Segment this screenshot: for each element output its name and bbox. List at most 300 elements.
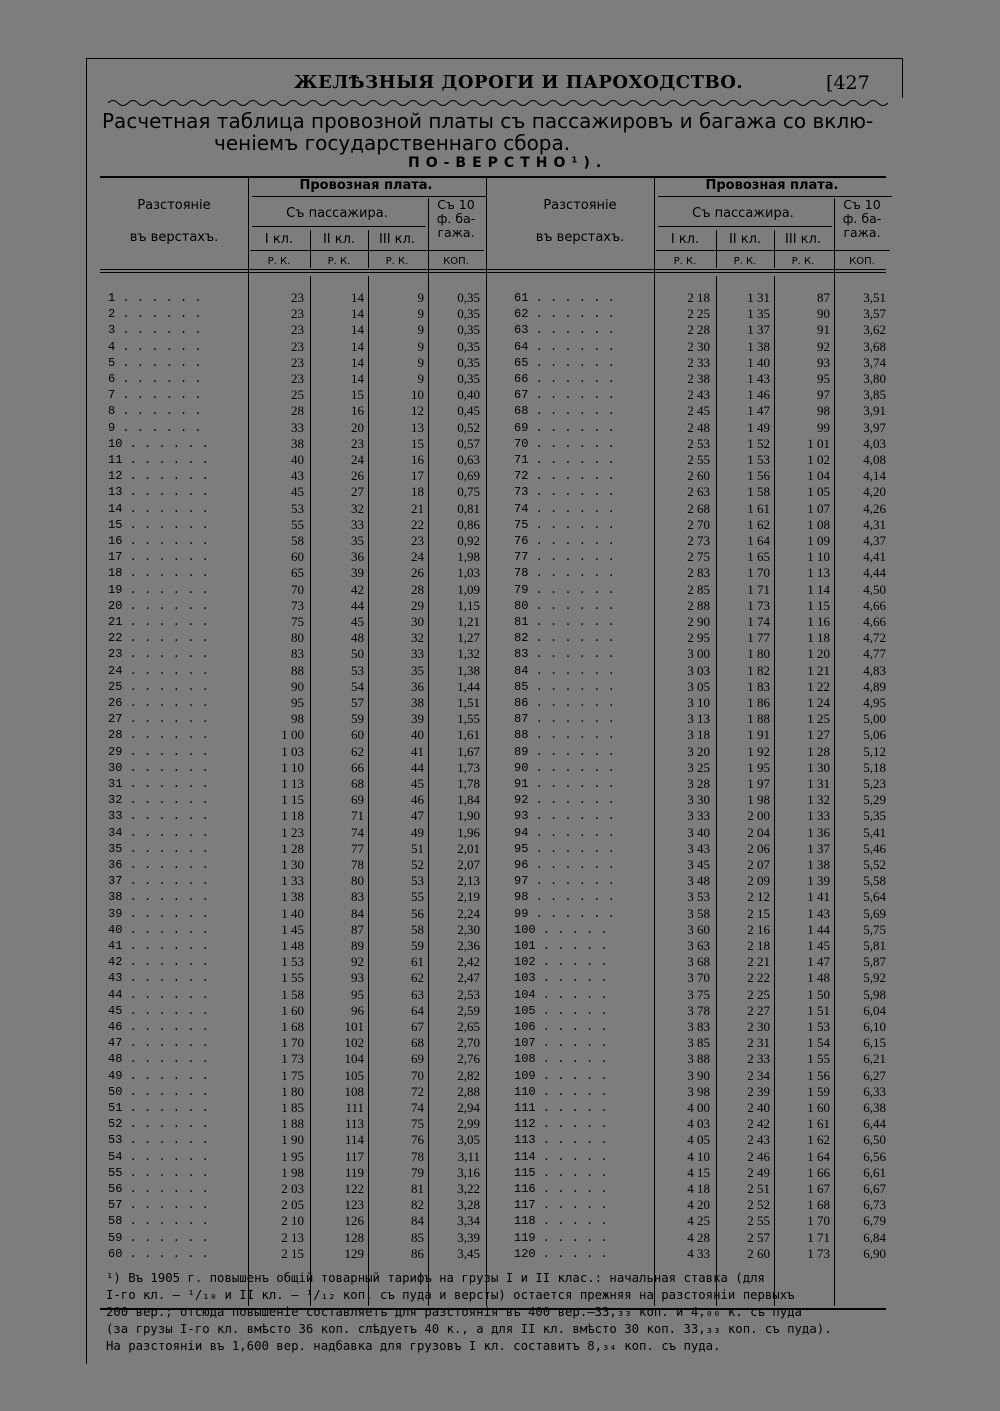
fare-cell-class3: 87 [817, 290, 830, 305]
fare-cell-class2: 1 83 [747, 678, 770, 694]
fare-cell-class1: 2 95 [687, 630, 710, 646]
distance-cell: 87 . . . . . . [514, 712, 615, 727]
fare-cell-class3: 21 [411, 500, 424, 516]
distance-cell: 92 . . . . . . [514, 793, 615, 808]
footnote-line: 200 вер.; отсюда повышеніе составляетъ для разстоянія въ 400 вер.—33,₃₃ коп. и 4,₀₀ к. съ пуда [106, 1305, 802, 1319]
distance-cell: 44 . . . . . . [108, 987, 209, 1002]
baggage-cell: 1,55 [457, 711, 480, 727]
distance-cell: 95 . . . . . . [514, 841, 615, 856]
baggage-cell: 0,35 [457, 371, 480, 386]
distance-cell: 79 . . . . . . [514, 582, 615, 597]
fare-cell-class2: 14 [351, 371, 364, 386]
baggage-cell: 2,24 [457, 905, 480, 921]
fare-cell-class1: 3 68 [687, 954, 710, 970]
class3-header: III кл. [785, 232, 821, 247]
fare-cell-class2: 1 88 [747, 711, 770, 727]
fare-cell-class1: 2 85 [687, 581, 710, 597]
baggage-cell: 2,19 [457, 889, 480, 905]
fare-cell-class2: 2 16 [747, 921, 770, 937]
fare-cell-class3: 32 [411, 630, 424, 646]
fare-cell-class2: 113 [344, 1116, 364, 1132]
fare-cell-class3: 1 24 [807, 695, 830, 710]
fare-cell-class1: 1 00 [281, 727, 304, 743]
baggage-cell: 3,62 [863, 322, 886, 338]
distance-cell: 36 . . . . . . [108, 858, 209, 872]
fare-cell-class3: 1 10 [807, 549, 830, 565]
left-border [86, 58, 87, 1364]
baggage-cell: 5,64 [863, 889, 886, 905]
fare-cell-class3: 86 [411, 1245, 424, 1261]
fare-cell-class2: 1 56 [747, 468, 770, 484]
table-subtitle: ПО-ВЕРСТНО¹). [408, 155, 608, 171]
fare-cell-class2: 1 98 [747, 792, 770, 808]
fare-cell-class3: 1 68 [807, 1197, 830, 1213]
distance-cell: 120 . . . . . [514, 1246, 608, 1261]
baggage-cell: 1,90 [457, 808, 480, 824]
fare-cell-class1: 3 70 [687, 970, 710, 986]
distance-cell: 57 . . . . . . [108, 1198, 209, 1213]
class1-header: I кл. [670, 232, 700, 247]
fare-cell-class3: 1 28 [807, 743, 830, 759]
distance-cell: 7 . . . . . . [108, 388, 202, 403]
fare-cell-class1: 2 10 [281, 1213, 304, 1229]
fare-cell-class3: 52 [411, 857, 424, 872]
fare-cell-class1: 3 58 [687, 905, 710, 921]
fare-cell-class1: 43 [291, 468, 304, 484]
fare-cell-class2: 2 60 [747, 1245, 770, 1261]
baggage-cell: 6,84 [863, 1229, 886, 1245]
distance-cell: 32 . . . . . . [108, 793, 209, 808]
fare-cell-class2: 1 46 [747, 387, 770, 403]
fare-cell-class2: 48 [351, 630, 364, 646]
fare-cell-class2: 42 [351, 581, 364, 597]
baggage-cell: 5,12 [863, 743, 886, 759]
fare-cell-class3: 67 [411, 1019, 424, 1034]
fare-cell-class1: 80 [291, 630, 304, 646]
distance-cell: 58 . . . . . . [108, 1214, 209, 1229]
baggage-cell: 6,61 [863, 1164, 886, 1180]
fare-cell-class2: 1 80 [747, 646, 770, 662]
baggage-cell: 2,82 [457, 1067, 480, 1083]
fare-cell-class3: 1 36 [807, 824, 830, 840]
fare-cell-class1: 70 [291, 581, 304, 597]
baggage-cell: 5,98 [863, 986, 886, 1002]
fare-cell-class1: 1 23 [281, 824, 304, 840]
distance-cell: 69 . . . . . . [514, 420, 615, 435]
fare-cell-class1: 45 [291, 484, 304, 500]
table-title [102, 110, 892, 154]
wavy-divider [108, 98, 888, 108]
fare-cell-class1: 4 15 [687, 1164, 710, 1180]
fare-cell-class3: 75 [411, 1116, 424, 1132]
distance-cell: 96 . . . . . . [514, 858, 615, 872]
fare-cell-class2: 20 [351, 419, 364, 435]
fare-cell-class3: 1 50 [807, 986, 830, 1002]
baggage-cell: 3,16 [457, 1164, 480, 1180]
distance-header: Разстояніе [543, 198, 617, 213]
baggage-cell: 6,56 [863, 1148, 886, 1164]
baggage-cell: 4,31 [863, 516, 886, 532]
fare-cell-class1: 3 05 [687, 678, 710, 694]
baggage-cell: 3,11 [457, 1148, 480, 1164]
fare-cell-class1: 2 60 [687, 468, 710, 484]
distance-cell: 53 . . . . . . [108, 1133, 209, 1148]
column-divider [248, 176, 249, 1306]
distance-cell: 110 . . . . . [514, 1084, 608, 1099]
baggage-cell: 2,47 [457, 970, 480, 986]
fare-cell-class1: 25 [291, 387, 304, 403]
fare-cell-class1: 1 88 [281, 1116, 304, 1132]
fare-cell-class1: 23 [291, 371, 304, 386]
fare-cell-class1: 3 60 [687, 921, 710, 937]
fare-cell-class2: 2 22 [747, 970, 770, 986]
fare-cell-class1: 33 [291, 419, 304, 435]
fare-cell-class3: 78 [411, 1148, 424, 1164]
fare-cell-class2: 15 [351, 387, 364, 403]
fare-cell-class3: 1 41 [807, 889, 830, 905]
fare-cell-class3: 1 43 [807, 905, 830, 921]
distance-cell: 113 . . . . . [514, 1133, 608, 1148]
fare-cell-class3: 9 [417, 354, 424, 370]
fare-cell-class3: 90 [817, 306, 830, 322]
fare-cell-class2: 2 40 [747, 1100, 770, 1115]
distance-cell: 29 . . . . . . [108, 744, 209, 759]
baggage-cell: 1,67 [457, 743, 480, 759]
baggage-cell: 4,37 [863, 533, 886, 548]
fare-cell-class1: 2 33 [687, 354, 710, 370]
fare-cell-class1: 58 [291, 533, 304, 548]
distance-cell: 63 . . . . . . [514, 323, 615, 338]
fare-cell-class1: 3 78 [687, 1002, 710, 1018]
fare-cell-class2: 111 [345, 1100, 364, 1115]
distance-cell: 39 . . . . . . [108, 906, 209, 921]
baggage-cell: 1,96 [457, 824, 480, 840]
fare-cell-class3: 1 44 [807, 921, 830, 937]
baggage-cell: 0,75 [457, 484, 480, 500]
header-bottom-rule [100, 272, 886, 273]
fare-cell-class1: 1 53 [281, 954, 304, 970]
fare-cell-class3: 15 [411, 435, 424, 451]
fare-cell-class3: 23 [411, 533, 424, 548]
fare-cell-class1: 3 48 [687, 873, 710, 889]
baggage-cell: 3,51 [863, 290, 886, 305]
fare-cell-class2: 1 71 [747, 581, 770, 597]
fare-cell-class2: 77 [351, 840, 364, 856]
fare-cell-class1: 3 98 [687, 1083, 710, 1099]
fare-cell-class2: 101 [344, 1019, 364, 1034]
fare-cell-class1: 3 75 [687, 986, 710, 1002]
fare-cell-class3: 1 22 [807, 678, 830, 694]
distance-cell: 72 . . . . . . [514, 469, 615, 484]
fare-cell-class2: 1 61 [747, 500, 770, 516]
fare-cell-class3: 49 [411, 824, 424, 840]
fare-cell-class1: 2 63 [687, 484, 710, 500]
fare-cell-class1: 4 00 [687, 1100, 710, 1115]
fare-cell-class1: 3 88 [687, 1051, 710, 1067]
distance-cell: 91 . . . . . . [514, 777, 615, 791]
fare-cell-class1: 1 38 [281, 889, 304, 905]
fare-cell-class2: 102 [344, 1035, 364, 1051]
versts-header: въ верстахъ. [535, 230, 625, 245]
fare-cell-class3: 35 [411, 662, 424, 678]
baggage-cell: 4,66 [863, 597, 886, 613]
fare-cell-class2: 2 06 [747, 840, 770, 856]
fare-cell-class2: 1 91 [747, 727, 770, 743]
fare-cell-class2: 1 95 [747, 759, 770, 775]
fare-cell-class1: 4 10 [687, 1148, 710, 1164]
fare-cell-class1: 2 68 [687, 500, 710, 516]
fare-cell-class1: 1 45 [281, 921, 304, 937]
fare-cell-class3: 1 53 [807, 1019, 830, 1034]
fare-cell-class3: 16 [411, 452, 424, 467]
baggage-cell: 2,76 [457, 1051, 480, 1067]
distance-cell: 4 . . . . . . [108, 339, 202, 354]
fare-cell-class2: 2 15 [747, 905, 770, 921]
fare-cell-class3: 13 [411, 419, 424, 435]
fare-cell-class3: 38 [411, 695, 424, 710]
baggage-cell: 6,90 [863, 1245, 886, 1261]
baggage-cell: 6,27 [863, 1067, 886, 1083]
distance-cell: 101 . . . . . [514, 939, 608, 953]
fare-cell-class2: 1 38 [747, 338, 770, 354]
fare-cell-class1: 2 43 [687, 387, 710, 403]
fare-cell-class3: 1 37 [807, 840, 830, 856]
fare-cell-class3: 1 48 [807, 970, 830, 986]
fare-cell-class3: 69 [411, 1051, 424, 1067]
fare-cell-class3: 30 [411, 614, 424, 629]
baggage-cell: 5,23 [863, 776, 886, 791]
fare-cell-class3: 1 67 [807, 1181, 830, 1196]
baggage-cell: 4,66 [863, 614, 886, 629]
baggage-cell: 0,57 [457, 435, 480, 451]
fare-cell-class1: 2 45 [687, 403, 710, 419]
distance-cell: 90 . . . . . . [514, 760, 615, 775]
baggage-cell: 5,58 [863, 873, 886, 889]
fare-cell-class2: 45 [351, 614, 364, 629]
fare-cell-class3: 91 [817, 322, 830, 338]
fare-cell-class3: 1 02 [807, 452, 830, 467]
fare-cell-class2: 2 52 [747, 1197, 770, 1213]
baggage-cell: 5,00 [863, 711, 886, 727]
fare-cell-class2: 26 [351, 468, 364, 484]
fare-cell-class1: 2 48 [687, 419, 710, 435]
fare-cell-class2: 2 18 [747, 938, 770, 953]
baggage-cell: 5,81 [863, 938, 886, 953]
fare-cell-class3: 81 [411, 1181, 424, 1196]
baggage-cell: 2,53 [457, 986, 480, 1002]
fare-cell-class2: 60 [351, 727, 364, 743]
fare-cell-class1: 1 10 [281, 759, 304, 775]
distance-cell: 28 . . . . . . [108, 728, 209, 743]
fare-cell-class2: 2 31 [747, 1035, 770, 1051]
fare-cell-class3: 1 54 [807, 1035, 830, 1051]
baggage-cell: 5,35 [863, 808, 886, 824]
baggage-cell: 6,33 [863, 1083, 886, 1099]
fare-cell-class1: 3 30 [687, 792, 710, 808]
fare-cell-class3: 61 [411, 954, 424, 970]
fare-cell-class2: 117 [344, 1148, 364, 1164]
baggage-cell: 4,08 [863, 452, 886, 467]
fare-cell-class1: 4 33 [687, 1245, 710, 1261]
baggage-cell: 1,27 [457, 630, 480, 646]
table-title-line2: ченіемъ государственнаго сбора. [214, 131, 571, 155]
fare-cell-class2: 2 27 [747, 1002, 770, 1018]
baggage-cell: 3,68 [863, 338, 886, 354]
distance-cell: 35 . . . . . . [108, 841, 209, 856]
fare-cell-class2: 1 58 [747, 484, 770, 500]
fare-cell-class2: 68 [351, 776, 364, 791]
unit-label: КОП. [443, 256, 469, 267]
distance-cell: 25 . . . . . . [108, 679, 209, 694]
fare-cell-class2: 1 40 [747, 354, 770, 370]
baggage-cell: 1,98 [457, 549, 480, 565]
baggage-cell: 2,42 [457, 954, 480, 970]
baggage-cell: 5,46 [863, 840, 886, 856]
fare-cell-class1: 2 73 [687, 533, 710, 548]
distance-cell: 74 . . . . . . [514, 501, 615, 516]
unit-label: Р. К. [791, 256, 815, 267]
fare-cell-class3: 99 [817, 419, 830, 435]
distance-cell: 50 . . . . . . [108, 1084, 209, 1099]
fare-cell-class3: 1 70 [807, 1213, 830, 1229]
fare-cell-class2: 114 [344, 1132, 364, 1148]
header-title: ЖЕЛѢЗНЫЯ ДОРОГИ И ПАРОХОДСТВО. [294, 72, 744, 93]
distance-cell: 116 . . . . . [514, 1182, 608, 1196]
fare-cell-class1: 53 [291, 500, 304, 516]
fare-cell-class1: 75 [291, 614, 304, 629]
fare-cell-class2: 50 [351, 646, 364, 662]
fare-cell-class2: 33 [351, 516, 364, 532]
fare-cell-class1: 3 43 [687, 840, 710, 856]
baggage-cell: 6,15 [863, 1035, 886, 1051]
fare-cell-class2: 2 42 [747, 1116, 770, 1132]
fare-cell-class3: 1 05 [807, 484, 830, 500]
unit-label: Р. К. [385, 256, 409, 267]
baggage-cell: 4,89 [863, 678, 886, 694]
baggage-cell: 1,78 [457, 776, 480, 791]
baggage-cell: 1,61 [457, 727, 480, 743]
distance-cell: 66 . . . . . . [514, 372, 615, 386]
fare-cell-class1: 3 85 [687, 1035, 710, 1051]
fare-cell-class2: 2 55 [747, 1213, 770, 1229]
fare-cell-class3: 85 [411, 1229, 424, 1245]
baggage-cell: 2,01 [457, 840, 480, 856]
fare-cell-class1: 1 90 [281, 1132, 304, 1148]
running-header [88, 68, 900, 98]
passenger-header: Съ пассажира. [692, 206, 794, 221]
fare-cell-class2: 128 [344, 1229, 364, 1245]
fare-cell-class1: 3 53 [687, 889, 710, 905]
baggage-cell: 0,40 [457, 387, 480, 403]
baggage-cell: 0,52 [457, 419, 480, 435]
distance-cell: 99 . . . . . . [514, 906, 615, 921]
fare-cell-class3: 44 [411, 759, 424, 775]
distance-cell: 83 . . . . . . [514, 647, 615, 662]
fare-cell-class2: 1 31 [747, 290, 770, 305]
fare-cell-class2: 1 43 [747, 371, 770, 386]
fare-cell-class1: 83 [291, 646, 304, 662]
distance-cell: 78 . . . . . . [514, 566, 615, 581]
fare-cell-class3: 9 [417, 306, 424, 322]
distance-cell: 16 . . . . . . [108, 534, 209, 548]
fare-cell-class3: 1 47 [807, 954, 830, 970]
fare-cell-class2: 2 25 [747, 986, 770, 1002]
fare-cell-class2: 1 53 [747, 452, 770, 467]
baggage-cell: 0,35 [457, 290, 480, 305]
baggage-cell: 3,22 [457, 1181, 480, 1196]
baggage-cell: 6,73 [863, 1197, 886, 1213]
baggage-cell: 0,45 [457, 403, 480, 419]
fare-cell-class1: 1 55 [281, 970, 304, 986]
fare-cell-class2: 1 49 [747, 419, 770, 435]
fare-cell-class1: 1 48 [281, 938, 304, 953]
fare-cell-class1: 23 [291, 354, 304, 370]
right-border [902, 58, 903, 98]
fare-cell-class1: 95 [291, 695, 304, 710]
distance-cell: 103 . . . . . [514, 971, 608, 986]
fare-cell-class2: 2 51 [747, 1181, 770, 1196]
footnote [106, 1270, 896, 1355]
unit-rule [656, 250, 890, 251]
fare-cell-class3: 9 [417, 338, 424, 354]
fare-cell-class2: 122 [344, 1181, 364, 1196]
unit-label: Р. К. [673, 256, 697, 267]
fare-cell-class3: 33 [411, 646, 424, 662]
distance-cell: 46 . . . . . . [108, 1020, 209, 1034]
distance-cell: 106 . . . . . [514, 1020, 608, 1034]
fare-cell-class3: 51 [411, 840, 424, 856]
fare-cell-class1: 2 70 [687, 516, 710, 532]
baggage-cell: 3,57 [863, 306, 886, 322]
distance-cell: 114 . . . . . [514, 1149, 608, 1164]
fare-cell-class2: 1 70 [747, 565, 770, 581]
fare-cell-class1: 3 25 [687, 759, 710, 775]
distance-cell: 38 . . . . . . [108, 890, 209, 905]
fare-cell-class1: 3 83 [687, 1019, 710, 1034]
fare-cell-class1: 3 45 [687, 857, 710, 872]
fare-cell-class3: 70 [411, 1067, 424, 1083]
fare-cell-class3: 24 [411, 549, 424, 565]
fare-cell-class1: 2 30 [687, 338, 710, 354]
distance-header: Разстояніе [137, 198, 211, 213]
baggage-cell: 5,18 [863, 759, 886, 775]
fare-cell-class3: 17 [411, 468, 424, 484]
baggage-cell: 0,92 [457, 533, 480, 548]
distance-cell: 15 . . . . . . [108, 517, 209, 532]
fare-cell-class1: 1 98 [281, 1164, 304, 1180]
fare-cell-class3: 1 33 [807, 808, 830, 824]
fare-cell-class3: 63 [411, 986, 424, 1002]
fare-cell-class3: 45 [411, 776, 424, 791]
distance-cell: 60 . . . . . . [108, 1246, 209, 1261]
fare-cell-class1: 4 28 [687, 1229, 710, 1245]
fare-cell-class2: 92 [351, 954, 364, 970]
fare-cell-class3: 98 [817, 403, 830, 419]
baggage-cell: 1,44 [457, 678, 480, 694]
fare-cell-class2: 59 [351, 711, 364, 727]
distance-cell: 14 . . . . . . [108, 501, 209, 516]
fare-cell-class2: 1 97 [747, 776, 770, 791]
fare-cell-class3: 36 [411, 678, 424, 694]
fare-cell-class3: 1 62 [807, 1132, 830, 1148]
fare-cell-class3: 1 73 [807, 1245, 830, 1261]
distance-cell: 21 . . . . . . [108, 615, 209, 629]
distance-cell: 100 . . . . . [514, 922, 608, 937]
fare-cell-class1: 1 30 [281, 857, 304, 872]
baggage-cell: 3,45 [457, 1245, 480, 1261]
fare-cell-class1: 1 73 [281, 1051, 304, 1067]
fare-cell-class3: 18 [411, 484, 424, 500]
